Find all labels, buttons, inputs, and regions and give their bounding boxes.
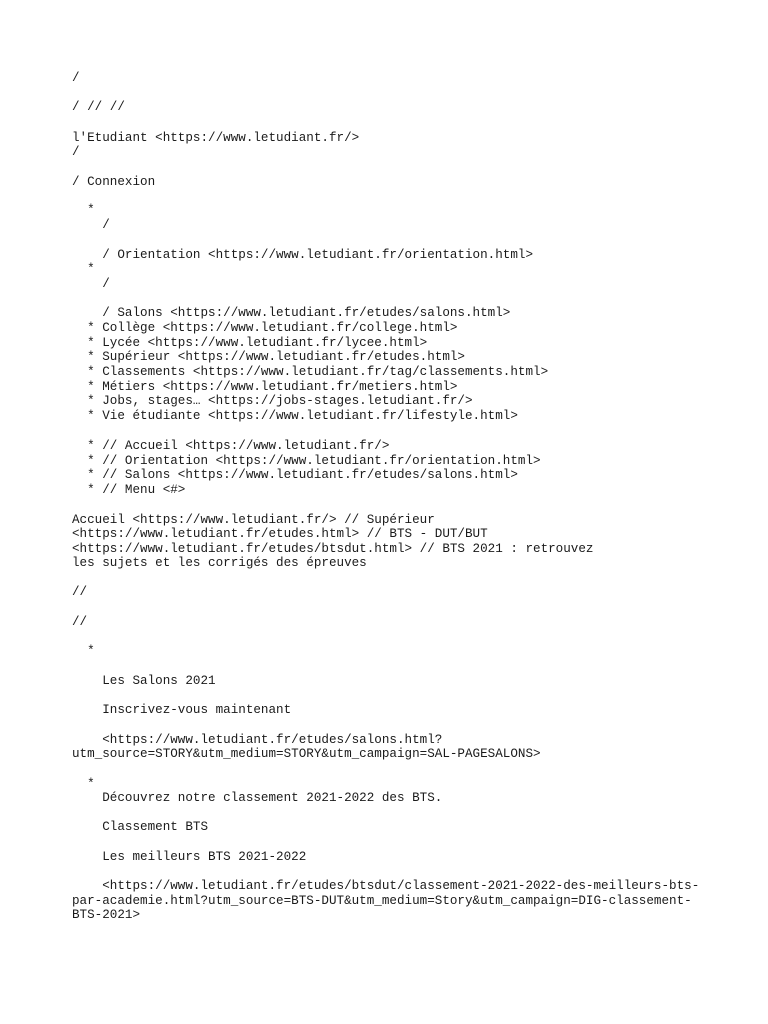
text-line: l'Etudiant <https://www.letudiant.fr/> <box>72 131 360 145</box>
text-line: * Classements <https://www.letudiant.fr/tag/classements.html> <box>72 365 549 379</box>
text-line: par-academie.html?utm_source=BTS-DUT&utm_medium=Story&utm_campaign=DIG-classement- <box>72 894 692 908</box>
text-line: * Supérieur <https://www.letudiant.fr/etudes.html> <box>72 350 465 364</box>
text-line: Inscrivez-vous maintenant <box>72 703 292 717</box>
text-line: * Vie étudiante <https://www.letudiant.fr/lifestyle.html> <box>72 409 518 423</box>
text-line: / Orientation <https://www.letudiant.fr/orientation.html> <box>72 248 534 262</box>
text-line: // <box>72 615 88 629</box>
text-line: * // Orientation <https://www.letudiant.fr/orientation.html> <box>72 454 541 468</box>
text-line: * <box>72 644 95 658</box>
text-line: * // Accueil <https://www.letudiant.fr/> <box>72 439 390 453</box>
text-line: // <box>72 585 88 599</box>
text-line: * <box>72 262 95 276</box>
text-line: Accueil <https://www.letudiant.fr/> // Supérieur <box>72 513 435 527</box>
text-line: <https://www.letudiant.fr/etudes/btsdut.html> // BTS 2021 : retrouvez <box>72 542 594 556</box>
text-line: * <box>72 777 95 791</box>
text-line: <https://www.letudiant.fr/etudes.html> // BTS - DUT/BUT <box>72 527 488 541</box>
text-line: Découvrez notre classement 2021-2022 des BTS. <box>72 791 443 805</box>
text-line: <https://www.letudiant.fr/etudes/salons.html? <box>72 733 443 747</box>
text-line: / <box>72 218 110 232</box>
text-line: / Salons <https://www.letudiant.fr/etudes/salons.html> <box>72 306 511 320</box>
text-line: / <box>72 277 110 291</box>
text-line: BTS-2021> <box>72 908 141 922</box>
text-line: / <box>72 145 80 159</box>
text-line: * Métiers <https://www.letudiant.fr/metiers.html> <box>72 380 458 394</box>
text-line: / <box>72 71 80 85</box>
text-line: * <box>72 203 95 217</box>
text-line: * Collège <https://www.letudiant.fr/college.html> <box>72 321 458 335</box>
text-line: * // Menu <#> <box>72 483 186 497</box>
text-line: les sujets et les corrigés des épreuves <box>72 556 367 570</box>
text-line: Les meilleurs BTS 2021-2022 <box>72 850 307 864</box>
text-line: / Connexion <box>72 175 156 189</box>
text-line: / // // <box>72 100 125 114</box>
text-line: Les Salons 2021 <box>72 674 216 688</box>
text-line: <https://www.letudiant.fr/etudes/btsdut/classement-2021-2022-des-meilleurs-bts- <box>72 879 700 893</box>
text-line: Classement BTS <box>72 820 209 834</box>
text-line: * Jobs, stages… <https://jobs-stages.letudiant.fr/> <box>72 394 473 408</box>
text-line: utm_source=STORY&utm_medium=STORY&utm_campaign=SAL-PAGESALONS> <box>72 747 541 761</box>
text-line: * Lycée <https://www.letudiant.fr/lycee.html> <box>72 336 428 350</box>
text-line: * // Salons <https://www.letudiant.fr/etudes/salons.html> <box>72 468 518 482</box>
